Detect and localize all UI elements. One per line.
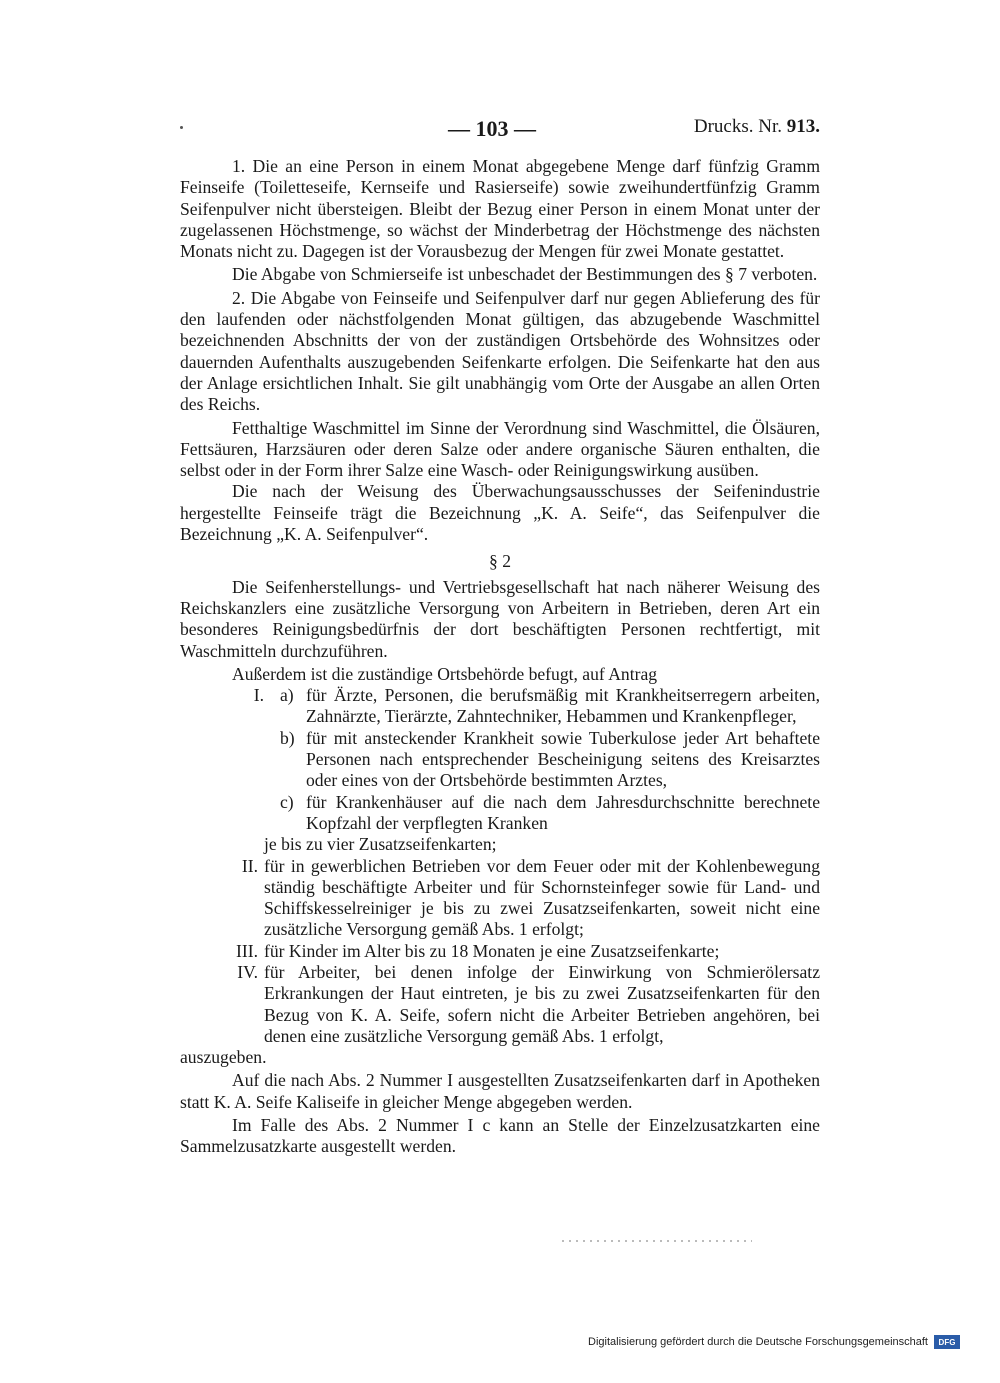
paragraph-9: Im Falle des Abs. 2 Nummer I c kann an Stelle der Einzelzusatzkarten eine Sammelzusatzkarte ausgestellt werden.	[180, 1115, 820, 1157]
paragraph-3: 2. Die Abgabe von Feinseife und Seifenpulver darf nur gegen Ablieferung des für den laufenden oder nächstfolgenden Monat gültigen, das abzugebende Waschmittel bezeichnenden Abschnitts der von der zuständigen Ortsbehörde des Wohnsitzes oder dauernden Aufenthalts auszugebenden Seifenkarte erfolgen. Die Seifenkarte hat den aus der Anlage ersichtlichen Inhalt. Sie gilt unabhängig vom Orte der Ausgabe an allen Orten des Reichs.	[180, 287, 820, 415]
list-item-i-a	[180, 685, 820, 728]
list-item-i-c	[180, 792, 820, 835]
paragraph-2: Die Abgabe von Schmierseife ist unbeschadet der Bestimmungen des § 7 verboten.	[232, 264, 818, 285]
list-item-iv	[180, 962, 820, 1047]
paragraph-6: Die Seifenherstellungs- und Vertriebsgesellschaft hat nach näherer Weisung des Reichskanzlers eine zusätzliche Versorgung von Arbeitern in Betrieben, deren Art ein besonderes Reinigungsbedürfnis der dort beschäftigten Personen rechtfertigt, mit Waschmitteln durchzuführen.	[180, 576, 820, 661]
roman-numeral-ii: II.	[241, 855, 258, 876]
end-rule	[562, 1240, 752, 1242]
item-letter-a: a)	[280, 685, 294, 706]
print-reference-prefix: Drucks. Nr.	[693, 116, 782, 137]
document-body	[180, 156, 820, 1158]
paragraph-5: Die nach der Weisung des Überwachungsausschusses der Seifenindustrie hergestellte Feinseife trägt die Bezeichnung „K. A. Seife“, das Seifenpulver die Bezeichnung „K. A. Seifenpulver“.	[180, 481, 820, 545]
list-item-iv-tail: auszugeben.	[180, 1047, 267, 1068]
footer-credit: Digitalisierung gefördert durch die Deutsche Forschungsgemeinschaft	[588, 1336, 928, 1348]
paragraph-8: Auf die nach Abs. 2 Nummer I ausgestellten Zusatzseifenkarten darf in Apotheken statt K. A. Seife Kaliseife in gleicher Menge abgegeben werden.	[180, 1070, 820, 1112]
paragraph-1: 1. Die an eine Person in einem Monat abgegebene Menge darf fünfzig Gramm Feinseife (Toiletteseife, Kernseife und Rasierseife) sowie zweihundertfünfzig Gramm Seifenpulver nicht übersteigen. Bleibt der Bezug einer Person in einem Monat unter der zugelassenen Höchstmenge, so wächst der Minderbetrag der Höchstmenge des nächsten Monats nicht zu. Dagegen ist der Vorausbezug der Mengen für zwei Monate gestattet.	[180, 156, 820, 262]
dfg-logo-icon: DFG	[934, 1335, 960, 1349]
roman-numeral-iii: III.	[236, 940, 258, 961]
print-reference	[694, 116, 820, 138]
page-number: — 103 —	[448, 116, 536, 141]
list-item-ii	[180, 856, 820, 941]
paragraph-4: Fetthaltige Waschmittel im Sinne der Verordnung sind Waschmittel, die Ölsäuren, Fettsäuren, Harzsäuren oder deren Salze oder andere organische Säuren enthalten, die selbst oder in der Form ihrer Salze eine Wasch- oder Reinigungswirkung ausüben.	[180, 417, 820, 481]
item-text-iv: für Arbeiter, bei denen infolge der Einwirkung von Schmierölersatz Erkrankungen der Haut eintreten, je bis zu zwei Zusatzseifenkarten für den Bezug von K. A. Seife, sofern nicht die Arbeiter Betrieben angehören, bei denen eine zusätzliche Versorgung gemäß Abs. 1 erfolgt,	[264, 961, 820, 1046]
roman-numeral-iv: IV.	[237, 961, 258, 982]
item-text-c: für Krankenhäuser auf die nach dem Jahresdurchschnitte berechnete Kopfzahl der verpflegten Kranken	[306, 791, 820, 833]
item-letter-c: c)	[280, 791, 294, 812]
list-item-iii	[180, 941, 820, 962]
section-heading: § 2	[489, 551, 511, 572]
item-text-b: für mit ansteckender Krankheit sowie Tuberkulose jeder Art behaftete Personen nach entsprechender Bescheinigung seitens des Kreisarztes oder eines von der Ortsbehörde bestimmten Arztes,	[306, 727, 820, 791]
item-text-a: für Ärzte, Personen, die berufsmäßig mit Krankheitserregern arbeiten, Zahnärzte, Tierärzte, Zahntechniker, Hebammen und Krankenpfleger,	[306, 685, 820, 727]
roman-numeral-i: I.	[253, 685, 264, 706]
margin-dot	[180, 126, 183, 129]
paragraph-7: Außerdem ist die zuständige Ortsbehörde befugt, auf Antrag	[232, 663, 658, 684]
item-text-iii: für Kinder im Alter bis zu 18 Monaten je eine Zusatzseifenkarte;	[264, 940, 720, 961]
list-item-i-b	[180, 728, 820, 792]
page-header	[180, 116, 820, 142]
item-letter-b: b)	[280, 727, 295, 748]
print-reference-number: 913.	[786, 116, 820, 137]
item-text-ii: für in gewerblichen Betrieben vor dem Feuer oder mit der Kohlenbewegung ständig beschäftigte Arbeiter und für Schornsteinfeger sowie für Land- und Schiffskesselreiniger je bis zu zwei Zusatzseifenkarten, soweit nicht eine zusätzliche Versorgung gemäß Abs. 1 erfolgt;	[264, 855, 820, 940]
page-footer	[588, 1335, 960, 1349]
list-item-i-tail: je bis zu vier Zusatzseifenkarten;	[264, 834, 497, 855]
